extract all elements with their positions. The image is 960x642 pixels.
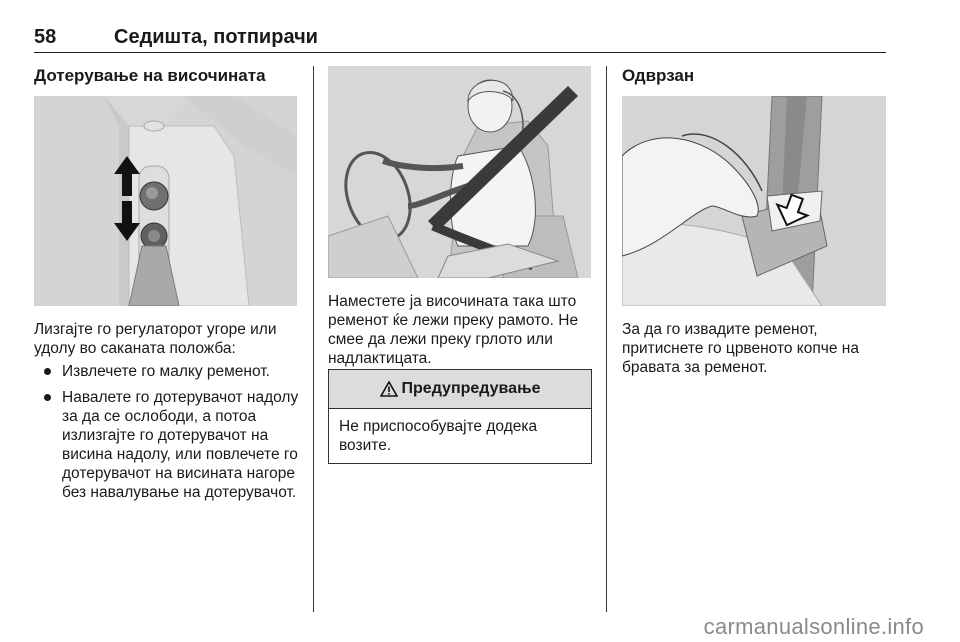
height-adjust-steps — [34, 362, 302, 509]
unfasten-illustration — [622, 96, 886, 306]
chapter-title: Седишта, потпирачи — [114, 26, 318, 48]
page-header — [34, 26, 886, 53]
belt-position-text: Наместете ја височината така што ременот ќе лежи преку рамото. Не смее да лежи преку грлото или надлактицата. — [328, 293, 579, 367]
belt-position-illustration — [328, 66, 591, 278]
bullet-icon — [44, 368, 51, 375]
list-item — [34, 362, 302, 381]
list-item — [34, 388, 302, 502]
column-divider-right — [606, 66, 607, 612]
watermark: carmanualsonline.info — [703, 614, 924, 639]
unfasten-heading: Одврзан — [622, 66, 695, 85]
warning-header — [329, 370, 591, 409]
bullet-icon — [44, 394, 51, 401]
height-adjust-intro: Лизгајте го регулаторот угоре или удолу во саканата положба: — [34, 321, 277, 357]
column-divider-left — [313, 66, 314, 612]
warning-triangle-icon — [380, 381, 398, 397]
height-adjust-heading: Дотерувањe на височината — [34, 66, 266, 85]
height-adjuster-illustration — [34, 96, 297, 306]
list-item-text: Извлечете го малку ременот. — [62, 363, 270, 380]
warning-text: Не приспособувајте додека возите. — [339, 418, 538, 454]
unfasten-text: За да го извадите ременот, притиснете го црвеното копче на бравата за ремeнот. — [622, 321, 859, 376]
warning-box — [328, 369, 592, 464]
page-number: 58 — [34, 26, 57, 48]
warning-title: Предупредување — [401, 380, 541, 397]
list-item-text: Навалете го дотерувачот надолу за да се ослободи, а потоа излизгајте го дотерувачот на висина надолу, или повлечете го дотерувачот на висината нагоре без навалување на дотерувачот. — [62, 389, 299, 501]
